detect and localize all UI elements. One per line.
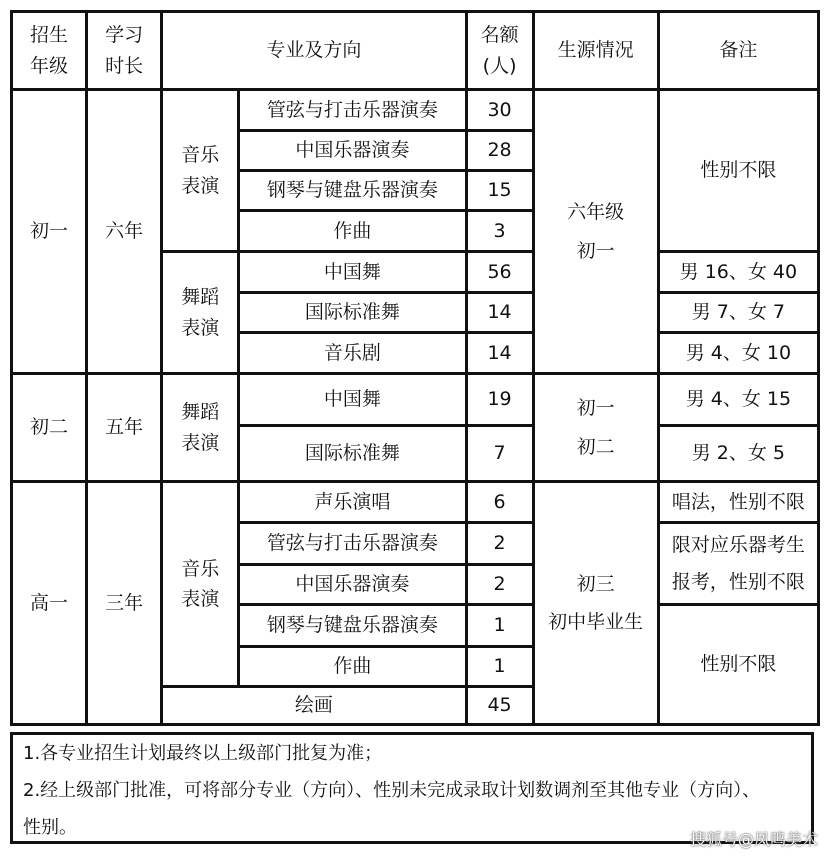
header-grade: 招生 年级 — [12, 12, 87, 90]
quota-cell: 14 — [466, 333, 533, 374]
quota-cell: 2 — [466, 565, 533, 605]
quota-cell: 1 — [466, 647, 533, 687]
major-cell: 国际标准舞 — [239, 426, 466, 482]
grade-cell: 初一 — [12, 90, 87, 374]
grade-cell: 高一 — [12, 482, 87, 725]
major-cell: 中国舞 — [239, 374, 466, 426]
quota-cell: 28 — [466, 131, 533, 171]
source-cell: 初一 初二 — [533, 374, 658, 482]
major-cell: 管弦与打击乐器演奏 — [239, 90, 466, 131]
major-cell: 钢琴与键盘乐器演奏 — [239, 171, 466, 211]
quota-cell: 1 — [466, 605, 533, 647]
major-cell: 作曲 — [239, 211, 466, 252]
watermark: 搜狐号@凤鸣美术 — [689, 830, 818, 849]
header-remark: 备注 — [658, 12, 818, 90]
length-cell: 三年 — [87, 482, 162, 725]
quota-cell: 6 — [466, 482, 533, 523]
category-cell: 音乐 表演 — [162, 482, 239, 687]
table-header-row — [12, 12, 819, 90]
major-cell: 钢琴与键盘乐器演奏 — [239, 605, 466, 647]
table-row — [12, 90, 819, 131]
quota-cell: 3 — [466, 211, 533, 252]
major-cell: 中国乐器演奏 — [239, 565, 466, 605]
remark-cell: 男 2、女 5 — [658, 426, 818, 482]
quota-cell: 7 — [466, 426, 533, 482]
category-cell: 舞蹈 表演 — [162, 252, 239, 374]
major-cell: 国际标准舞 — [239, 293, 466, 333]
remark-cell: 性别不限 — [658, 90, 818, 252]
major-cell: 音乐剧 — [239, 333, 466, 374]
quota-cell: 45 — [466, 687, 533, 725]
source-cell: 六年级 初一 — [533, 90, 658, 374]
remark-cell: 性别不限 — [658, 605, 818, 725]
header-length: 学习 时长 — [87, 12, 162, 90]
quota-cell: 30 — [466, 90, 533, 131]
major-cell: 作曲 — [239, 647, 466, 687]
remark-cell: 男 4、女 10 — [658, 333, 818, 374]
major-cell: 绘画 — [162, 687, 466, 725]
note-line: 性别。 — [23, 817, 77, 838]
category-cell: 舞蹈 表演 — [162, 374, 239, 482]
quota-cell: 2 — [466, 523, 533, 565]
major-cell: 中国乐器演奏 — [239, 131, 466, 171]
major-cell: 中国舞 — [239, 252, 466, 293]
remark-cell: 唱法，性别不限 — [658, 482, 818, 523]
remark-cell: 男 7、女 7 — [658, 293, 818, 333]
major-cell: 声乐演唱 — [239, 482, 466, 523]
note-line: 2.经上级部门批准，可将部分专业（方向）、性别未完成录取计划数调剂至其他专业（方向）、 — [23, 780, 761, 801]
major-cell: 管弦与打击乐器演奏 — [239, 523, 466, 565]
header-major: 专业及方向 — [162, 12, 466, 90]
grade-cell: 初二 — [12, 374, 87, 482]
quota-cell: 19 — [466, 374, 533, 426]
header-quota: 名额 (人) — [466, 12, 533, 90]
quota-cell: 15 — [466, 171, 533, 211]
table-row — [12, 374, 819, 426]
quota-cell: 56 — [466, 252, 533, 293]
quota-cell: 14 — [466, 293, 533, 333]
header-source: 生源情况 — [533, 12, 658, 90]
length-cell: 五年 — [87, 374, 162, 482]
note-line: 1.各专业招生计划最终以上级部门批复为准； — [23, 743, 383, 764]
enrollment-table — [10, 10, 820, 726]
table-row — [12, 482, 819, 523]
remark-cell: 限对应乐器考生 报考，性别不限 — [658, 523, 818, 605]
remark-cell: 男 4、女 15 — [658, 374, 818, 426]
remark-cell: 男 16、女 40 — [658, 252, 818, 293]
source-cell: 初三 初中毕业生 — [533, 482, 658, 725]
category-cell: 音乐 表演 — [162, 90, 239, 252]
length-cell: 六年 — [87, 90, 162, 374]
